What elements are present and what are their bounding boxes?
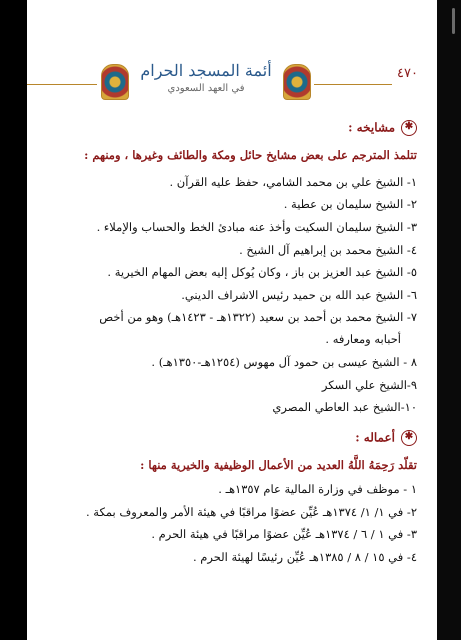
header-subtitle: في العهد السعودي xyxy=(167,83,245,94)
header-rule-left xyxy=(27,84,97,85)
ornament-icon xyxy=(101,64,129,100)
list-item: ٣- في ١ / ٦ / ١٣٧٤هـ عُيِّن عضوًا مراقبًا في هيئة الحرم . xyxy=(151,527,417,541)
list-item: ٢- الشيخ سليمان بن عطية . xyxy=(283,197,417,211)
teachers-heading-text: مشايخه : xyxy=(348,120,395,135)
list-item: ١- الشيخ علي بن محمد الشامي، حفظ عليه القرآن . xyxy=(169,175,417,189)
scrollbar-thumb[interactable] xyxy=(452,8,455,34)
list-item-continuation: أحبابه ومعارفه . xyxy=(325,332,401,346)
list-item: ٤- في ١٥ / ٨ / ١٣٨٥هـ عُيِّن رئيسًا لهيئة الحرم . xyxy=(192,550,417,564)
list-item: ٢- في ١/ ١/ ١٣٧٤هـ عُيِّن عضوًا مراقبًا في هيئة الأمر والمعروف بمكة . xyxy=(86,505,417,519)
list-item: ٤- الشيخ محمد بن إبراهيم آل الشيخ . xyxy=(239,243,417,257)
teachers-heading xyxy=(348,120,417,136)
ornament-icon xyxy=(283,64,311,100)
list-item: ٦- الشيخ عبد الله بن حميد رئيس الاشراف الديني. xyxy=(181,288,417,302)
list-item: ١٠-الشيخ عبد العاطي المصري xyxy=(272,400,417,414)
works-intro: تقلّد رَحِمَهُ اللَّهُ العديد من الأعمال الوظيفية والخيرية منها : xyxy=(140,458,417,472)
header-rule-right xyxy=(314,84,392,85)
list-item: ١ - موظف في وزارة المالية عام ١٣٥٧هـ . xyxy=(218,482,417,496)
star-ornament-icon: ✱ xyxy=(401,430,417,446)
works-heading-text: أعماله : xyxy=(355,430,395,445)
page-header xyxy=(27,60,437,110)
star-ornament-icon: ✱ xyxy=(401,120,417,136)
document-page xyxy=(27,0,437,640)
list-item: ٨ - الشيخ عيسى بن حمود آل مهوس (١٢٥٤هـ-١٣٥٠هـ) . xyxy=(151,355,417,369)
viewer-edge xyxy=(437,0,461,640)
works-heading xyxy=(355,430,417,446)
header-title-box xyxy=(131,60,281,96)
page-number: ٤٧٠ xyxy=(397,66,418,81)
teachers-intro: تتلمذ المترجم على بعض مشايخ حائل ومكة والطائف وغيرها ، ومنهم : xyxy=(84,148,417,162)
list-item: ٧- الشيخ محمد بن أحمد بن سعيد (١٣٢٢هـ - ١٤٢٣هـ) وهو من أخص xyxy=(99,310,417,324)
list-item: ٥- الشيخ عبد العزيز بن باز ، وكان يُوكل إليه بعض المهام الخيرية . xyxy=(107,265,417,279)
list-item: ٣- الشيخ سليمان السكيت وأخذ عنه مبادئ الخط والحساب والإملاء . xyxy=(96,220,417,234)
list-item: ٩-الشيخ علي السكر xyxy=(321,378,417,392)
header-title: أئمة المسجد الحرام xyxy=(140,61,272,80)
